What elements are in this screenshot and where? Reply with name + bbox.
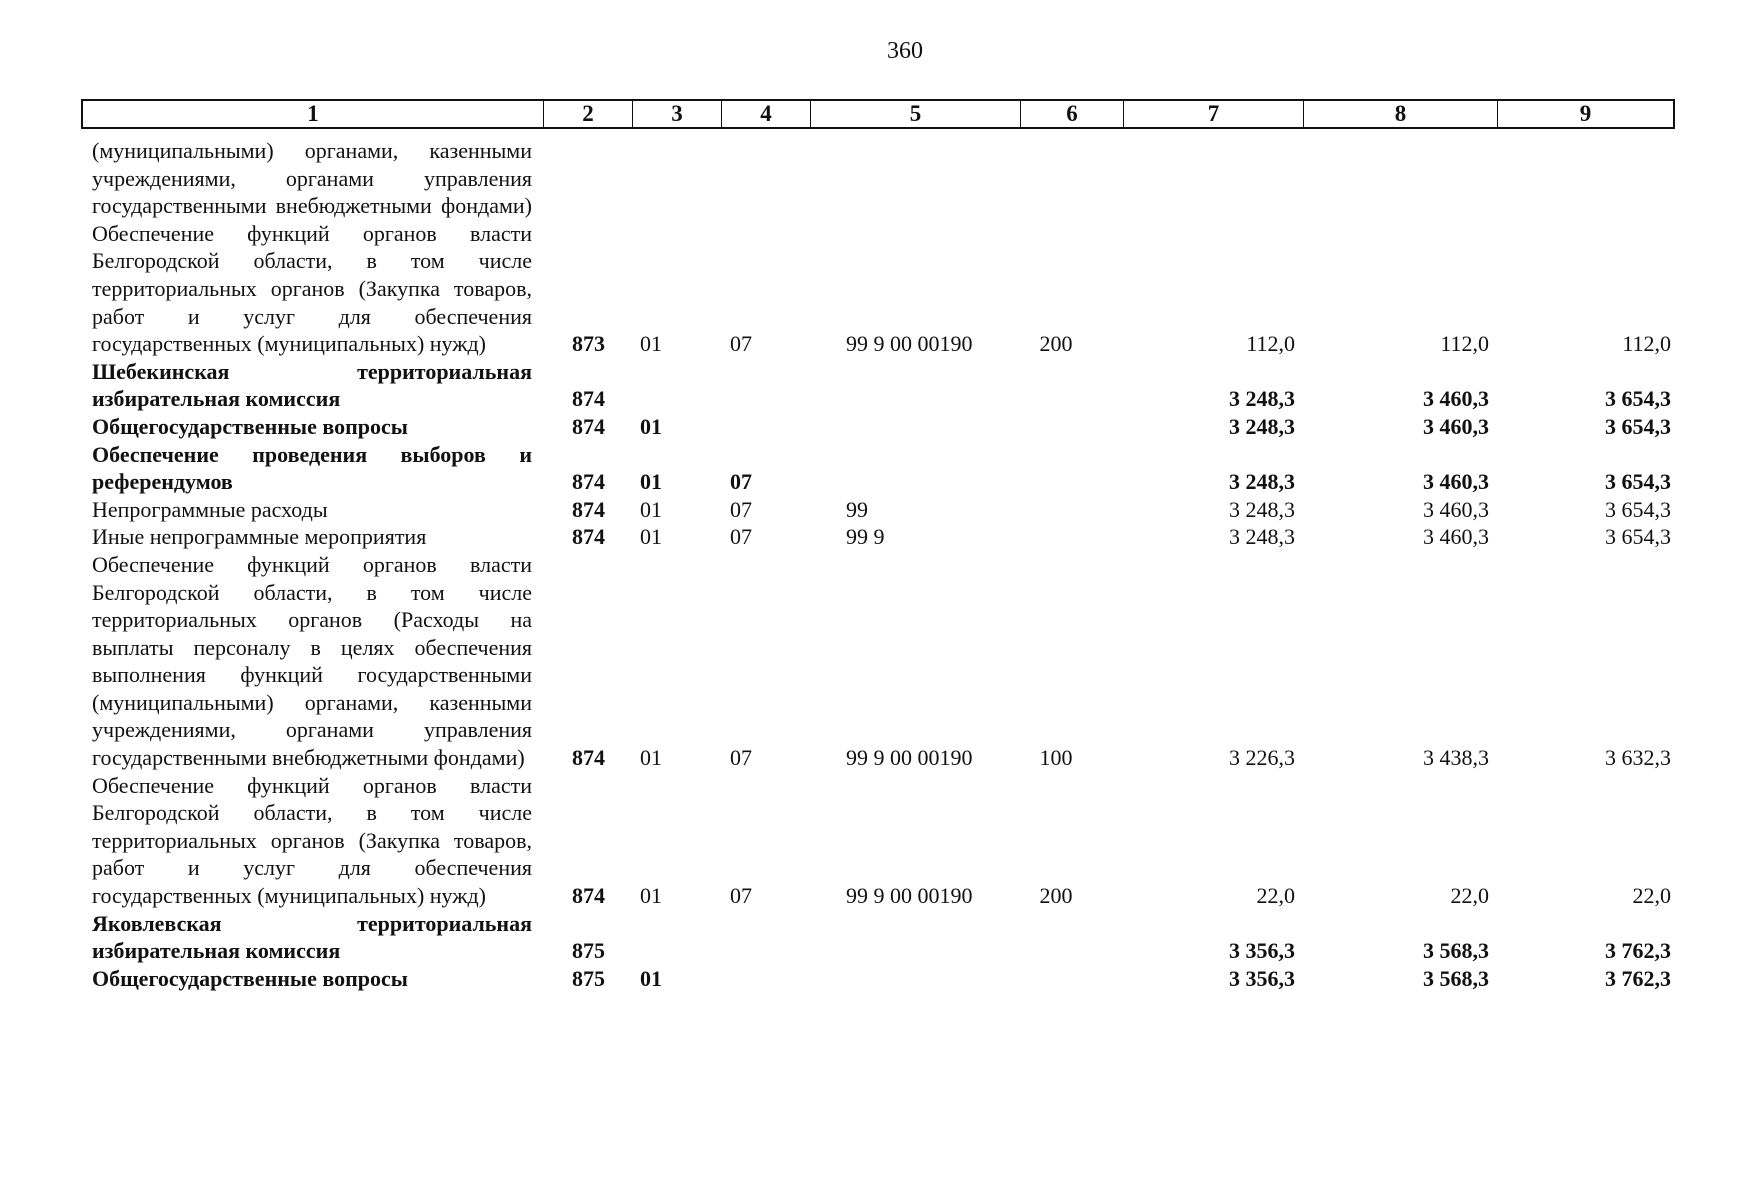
cell-admin: 874 <box>572 386 605 412</box>
cell-amount-col8: 22,0 <box>1450 883 1489 909</box>
row-name: Обеспечение проведения выборов и референдумов <box>92 441 532 495</box>
cell-amount-col7: 3 248,3 <box>1229 524 1295 550</box>
cell-amount-col7: 3 356,3 <box>1229 965 1295 991</box>
cell-amount-col8: 112,0 <box>1440 331 1489 357</box>
header-col-6: 6 <box>1021 101 1124 127</box>
row-name: Иные непрограммные мероприятия <box>92 524 427 550</box>
cell-section: 01 <box>640 469 662 495</box>
cell-subsection: 07 <box>730 469 752 495</box>
cell-amount-col9: 3 654,3 <box>1605 386 1671 412</box>
cell-admin: 874 <box>572 745 605 771</box>
cell-amount-col9: 112,0 <box>1622 331 1671 357</box>
cell-admin: 874 <box>572 524 605 550</box>
cell-amount-col7: 3 356,3 <box>1229 938 1295 964</box>
cell-section: 01 <box>640 745 662 771</box>
cell-subsection: 07 <box>730 524 752 550</box>
cell-amount-col8: 3 460,3 <box>1423 496 1489 522</box>
row-name: Общегосударственные вопросы <box>92 413 408 439</box>
cell-amount-col9: 3 654,3 <box>1605 413 1671 439</box>
cell-subsection: 07 <box>730 496 752 522</box>
header-col-4: 4 <box>722 101 811 127</box>
cell-section: 01 <box>640 965 662 991</box>
cell-admin: 874 <box>572 413 605 439</box>
cell-amount-col9: 3 632,3 <box>1605 745 1671 771</box>
cell-subsection: 07 <box>730 883 752 909</box>
cell-amount-col7: 3 248,3 <box>1229 496 1295 522</box>
cell-amount-col8: 3 460,3 <box>1423 469 1489 495</box>
cell-section: 01 <box>640 883 662 909</box>
cell-admin: 873 <box>572 331 605 357</box>
cell-amount-col8: 3 438,3 <box>1423 745 1489 771</box>
header-col-1: 1 <box>83 101 544 127</box>
table-row <box>0 441 1760 496</box>
cell-subsection: 07 <box>730 331 752 357</box>
cell-amount-col7: 112,0 <box>1246 331 1295 357</box>
cell-amount-col8: 3 460,3 <box>1423 524 1489 550</box>
table-row <box>0 220 1760 358</box>
header-col-9: 9 <box>1579 101 1592 126</box>
table-row <box>0 965 1760 993</box>
cell-amount-col8: 3 460,3 <box>1423 386 1489 412</box>
page-number: 360 <box>887 38 923 64</box>
row-name: Обеспечение функций органов власти Белгородской области, в том числе территориальных органов (Расходы на выплаты персоналу в целях обеспечения выполнения функций государственными (муниципальными) органами, казенными учреждениями, органами управления государственными внебюджетными фондами) <box>92 551 532 771</box>
cell-expense-type: 200 <box>1039 883 1073 909</box>
cell-amount-col7: 3 248,3 <box>1229 413 1295 439</box>
header-col-8: 8 <box>1304 101 1498 127</box>
cell-section: 01 <box>640 331 662 357</box>
row-name: Непрограммные расходы <box>92 496 328 522</box>
cell-expense-type: 100 <box>1039 745 1073 771</box>
table-row <box>0 523 1760 551</box>
cell-target-article: 99 9 00 00190 <box>846 745 973 771</box>
cell-section: 01 <box>640 413 662 439</box>
cell-amount-col7: 22,0 <box>1256 883 1295 909</box>
table-row <box>0 413 1760 441</box>
row-name: (муниципальными) органами, казенными учреждениями, органами управления государственными внебюджетными фондами) <box>92 138 532 219</box>
cell-amount-col8: 3 568,3 <box>1423 938 1489 964</box>
cell-target-article: 99 9 <box>846 524 885 550</box>
row-name: Обеспечение функций органов власти Белгородской области, в том числе территориальных органов (Закупка товаров, работ и услуг для обеспечения государственных (муниципальных) нужд) <box>92 220 532 357</box>
cell-amount-col7: 3 248,3 <box>1229 469 1295 495</box>
header-col-3: 3 <box>633 101 722 127</box>
row-name: Шебекинская территориальная избирательная комиссия <box>92 358 532 412</box>
table-header <box>81 99 1675 129</box>
row-name: Общегосударственные вопросы <box>92 965 408 991</box>
header-col-5: 5 <box>811 101 1021 127</box>
table-row <box>0 358 1760 413</box>
cell-amount-col9: 3 654,3 <box>1605 496 1671 522</box>
header-col-7: 7 <box>1124 101 1304 127</box>
row-name: Обеспечение функций органов власти Белгородской области, в том числе территориальных органов (Закупка товаров, работ и услуг для обеспечения государственных (муниципальных) нужд) <box>92 772 532 909</box>
table-body <box>0 137 1760 992</box>
cell-admin: 874 <box>572 883 605 909</box>
cell-admin: 874 <box>572 469 605 495</box>
cell-amount-col8: 3 460,3 <box>1423 413 1489 439</box>
table-row <box>0 496 1760 524</box>
header-col-2: 2 <box>544 101 633 127</box>
cell-amount-col7: 3 248,3 <box>1229 386 1295 412</box>
cell-target-article: 99 <box>846 496 868 522</box>
table-row <box>0 137 1760 220</box>
cell-amount-col9: 22,0 <box>1632 883 1671 909</box>
cell-subsection: 07 <box>730 745 752 771</box>
cell-section: 01 <box>640 496 662 522</box>
cell-amount-col7: 3 226,3 <box>1229 745 1295 771</box>
cell-expense-type: 200 <box>1039 331 1073 357</box>
cell-target-article: 99 9 00 00190 <box>846 331 973 357</box>
cell-section: 01 <box>640 524 662 550</box>
cell-amount-col9: 3 762,3 <box>1605 938 1671 964</box>
cell-admin: 874 <box>572 496 605 522</box>
cell-amount-col8: 3 568,3 <box>1423 965 1489 991</box>
table-row <box>0 772 1760 910</box>
row-name: Яковлевская территориальная избирательная комиссия <box>92 910 532 964</box>
cell-amount-col9: 3 762,3 <box>1605 965 1671 991</box>
table-row <box>0 910 1760 965</box>
cell-admin: 875 <box>572 965 605 991</box>
table-row <box>0 551 1760 772</box>
cell-amount-col9: 3 654,3 <box>1605 524 1671 550</box>
cell-target-article: 99 9 00 00190 <box>846 883 973 909</box>
cell-admin: 875 <box>572 938 605 964</box>
cell-amount-col9: 3 654,3 <box>1605 469 1671 495</box>
